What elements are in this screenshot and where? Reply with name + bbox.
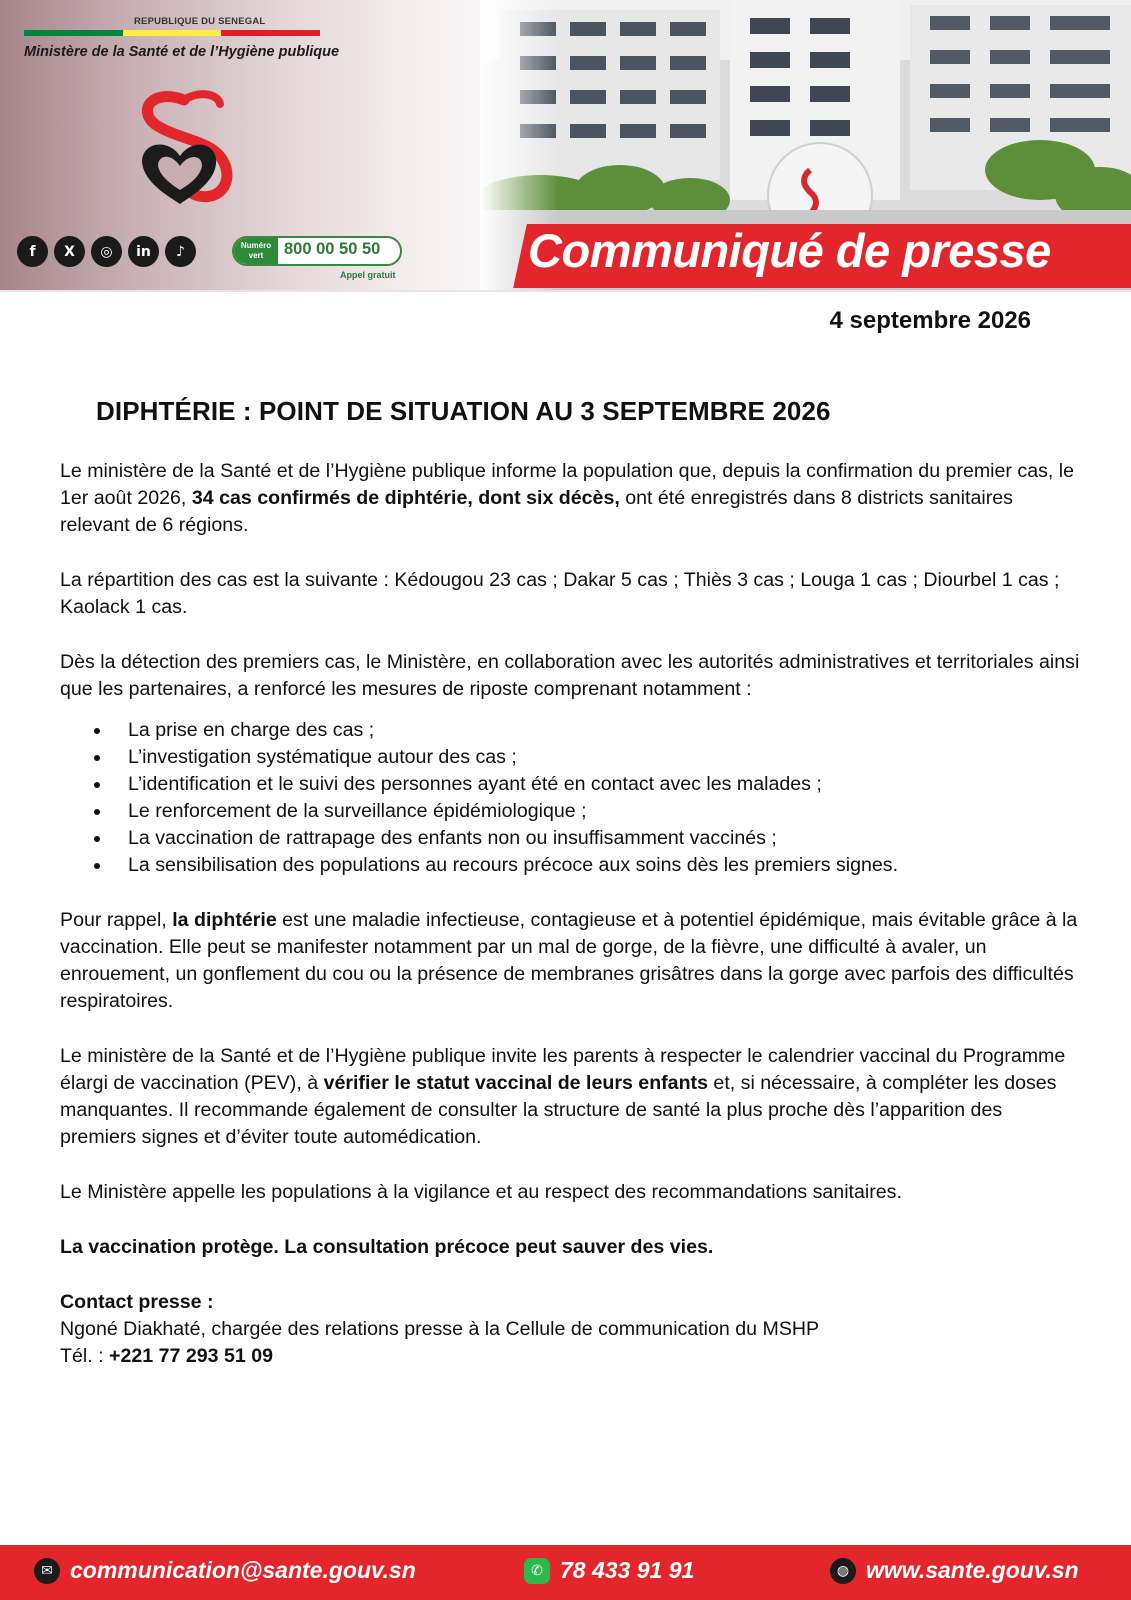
case-count-highlight: 34 cas confirmés de diphtérie, dont six décès, xyxy=(191,487,620,509)
linkedin-icon[interactable]: in xyxy=(128,236,159,267)
email-icon: ✉ xyxy=(34,1558,60,1584)
contact-heading: Contact presse : xyxy=(60,1291,214,1313)
header-divider xyxy=(0,290,1131,292)
contact-phone-line: Tél. : +221 77 293 51 09 xyxy=(60,1345,273,1367)
tiktok-icon[interactable]: ♪ xyxy=(165,236,196,267)
green-line-number[interactable]: 800 00 50 50 xyxy=(284,240,381,258)
footer-whatsapp[interactable] xyxy=(524,1557,694,1584)
list-item: La prise en charge des cas ; xyxy=(60,717,1080,744)
globe-icon: ◍ xyxy=(830,1558,856,1584)
header-banner xyxy=(0,0,1131,292)
list-item: L’investigation systématique autour des cas ; xyxy=(60,744,1080,771)
ministry-name: Ministère de la Santé et de l’Hygiène publique xyxy=(24,44,340,60)
list-item: La vaccination de rattrapage des enfants non ou insuffisamment vaccinés ; xyxy=(60,825,1080,852)
list-item: La sensibilisation des populations au recours précoce aux soins dès les premiers signes. xyxy=(60,852,1080,879)
green-line-badge xyxy=(232,236,402,266)
paragraph-reminder: Pour rappel, la diphtérie est une maladie infectieuse, contagieuse et à potentiel épidémique, mais évitable grâce à la vaccination. Elle peut se manifester notamment par un mal de gorge, de la fièvre, une difficulté à avaler, un enrouement, un gonflement du cou ou la présence de membranes grisâtres dans la gorge avec parfois des difficultés respiratoires. xyxy=(60,909,1078,1012)
facebook-icon[interactable]: f xyxy=(17,236,48,267)
release-date: 4 septembre 2026 xyxy=(829,307,1031,334)
senegal-flag-stripe xyxy=(24,30,320,36)
instagram-icon[interactable]: ◎ xyxy=(91,236,122,267)
footer-email-text[interactable]: communication@sante.gouv.sn xyxy=(70,1557,416,1583)
whatsapp-icon: ✆ xyxy=(524,1558,550,1584)
press-release-body xyxy=(60,458,1080,1370)
contact-phone[interactable]: +221 77 293 51 09 xyxy=(109,1345,273,1367)
paragraph-response: Dès la détection des premiers cas, le Ministère, en collaboration avec les autorités administratives et territoriales ainsi que les partenaires, a renforcé les mesures de riposte comprenant notamment : xyxy=(60,651,1080,700)
paragraph-appeal: Le Ministère appelle les populations à la vigilance et au respect des recommandations sanitaires. xyxy=(60,1181,902,1203)
paragraph-vaccination: Le ministère de la Santé et de l’Hygiène publique invite les parents à respecter le calendrier vaccinal du Programme élargi de vaccination (PEV), à vérifier le statut vaccinal de leurs enfants et, si nécessaire, à compléter les doses manquantes. Il recommande également de consulter la structure de santé la plus proche dès l’apparition des premiers signes et d’éviter toute automédication. xyxy=(60,1045,1066,1148)
footer-whatsapp-text[interactable]: 78 433 91 91 xyxy=(560,1557,695,1583)
x-icon[interactable]: X xyxy=(54,236,85,267)
response-measures-list xyxy=(60,717,1080,879)
contact-person: Ngoné Diakhaté, chargée des relations presse à la Cellule de communication du MSHP xyxy=(60,1318,820,1340)
paragraph-intro: Le ministère de la Santé et de l’Hygiène publique informe la population que, depuis la confirmation du premier cas, le 1er août 2026, 34 cas confirmés de diphtérie, dont six décès, ont été enregistrés dans 8 districts sanitaires relevant de 6 régions. xyxy=(60,460,1075,536)
green-line-tag: Numéro vert xyxy=(234,238,278,264)
republic-label: REPUBLIQUE DU SENEGAL xyxy=(134,16,266,27)
paragraph-distribution: La répartition des cas est la suivante : Kédougou 23 cas ; Dakar 5 cas ; Thiès 3 cas ; Louga 1 cas ; Diourbel 1 cas ; Kaolack 1 cas. xyxy=(60,569,1060,618)
footer-bar xyxy=(0,1545,1131,1600)
footer-website[interactable] xyxy=(830,1557,1079,1584)
footer-email[interactable] xyxy=(34,1557,416,1584)
list-item: L’identification et le suivi des personnes ayant été en contact avec les malades ; xyxy=(60,771,1080,798)
social-links xyxy=(17,236,196,267)
ministry-logo xyxy=(128,80,240,208)
press-banner-title: Communiqué de presse xyxy=(528,224,1051,277)
green-line-note: Appel gratuit xyxy=(340,270,396,280)
document-title: DIPHTÉRIE : POINT DE SITUATION AU 3 SEPTEMBRE 2026 xyxy=(96,396,831,426)
footer-website-text[interactable]: www.sante.gouv.sn xyxy=(866,1557,1079,1583)
list-item: Le renforcement de la surveillance épidémiologique ; xyxy=(60,798,1080,825)
slogan: La vaccination protège. La consultation précoce peut sauver des vies. xyxy=(60,1236,714,1258)
